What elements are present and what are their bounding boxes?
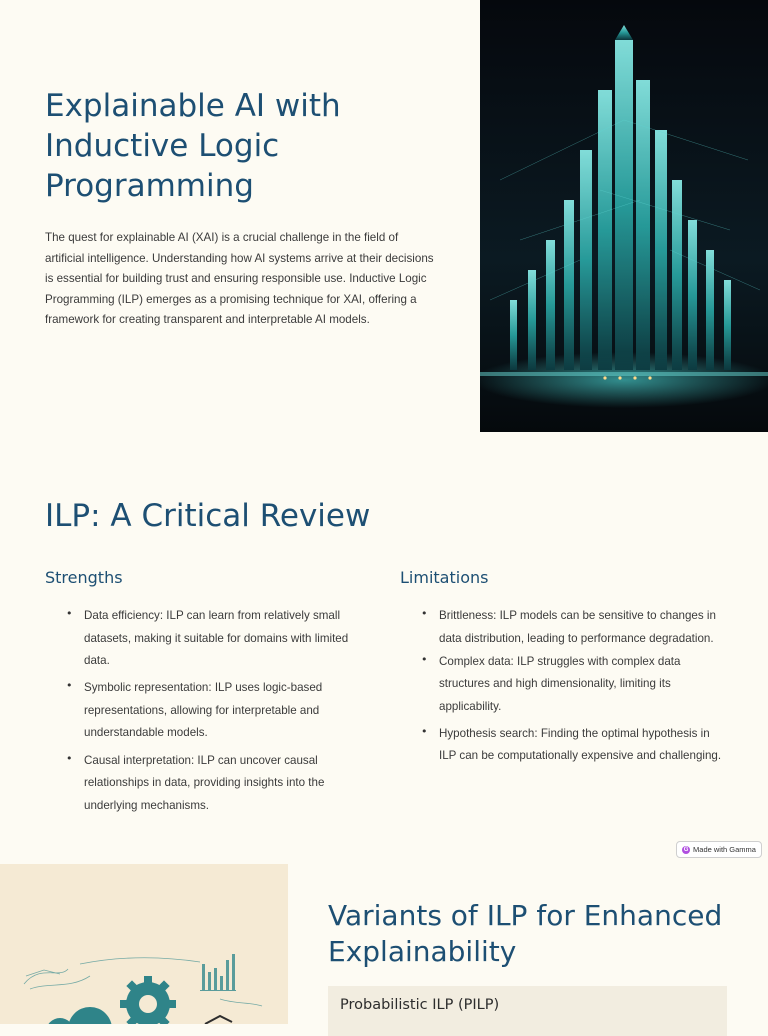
city-skyline-image [480, 0, 768, 432]
section-title: ILP: A Critical Review [45, 498, 371, 534]
slide-variants [0, 864, 768, 1024]
limitations-heading: Limitations [400, 568, 489, 587]
list-item: • Brittleness: ILP models can be sensitive to changes in data distribution, leading to performance degradation. [400, 604, 722, 645]
section-title: Variants of ILP for Enhanced Explainability [328, 899, 723, 968]
limitations-list [400, 604, 722, 771]
slide-critical-review [0, 432, 768, 864]
bullet-icon: • [421, 724, 428, 738]
list-item: • Causal interpretation: ILP can uncover causal relationships in data, providing insights into the underlying mechanisms. [45, 749, 367, 817]
strengths-list [45, 604, 367, 821]
intro-paragraph: The quest for explainable AI (XAI) is a crucial challenge in the field of artificial intelligence. Understanding how AI systems arrive at their decisions is essential for building trust and ensuring responsible use. Inductive Logic Programming (ILP) emerges as a promising technique for XAI, offering a framework for creating transparent and interpretable AI models. [45, 231, 434, 327]
badge-label: Made with Gamma [693, 845, 756, 854]
list-item: • Symbolic representation: ILP uses logic-based representations, allowing for interpretable and understandable models. [45, 676, 367, 744]
strengths-heading: Strengths [45, 568, 123, 587]
bullet-icon: • [421, 652, 428, 666]
bullet-icon: • [66, 751, 73, 765]
gamma-logo-icon: G [683, 846, 689, 853]
gears-illustration-image [0, 864, 288, 1024]
bullet-icon: • [421, 607, 428, 620]
bullet-icon: • [66, 679, 73, 693]
variant-card-pilp: Probabilistic ILP (PILP) [328, 986, 727, 1036]
list-item: • Hypothesis search: Finding the optimal hypothesis in ILP can be computationally expensive and challenging. [400, 722, 722, 767]
bullet-icon: • [66, 607, 73, 620]
made-with-gamma-badge[interactable] [676, 841, 762, 858]
slide-intro [0, 0, 768, 432]
page-title: Explainable AI with Inductive Logic Programming [45, 88, 341, 204]
list-item: • Complex data: ILP struggles with complex data structures and high dimensionality, limiting its applicability. [400, 650, 722, 718]
list-item: • Data efficiency: ILP can learn from relatively small datasets, making it suitable for domains with limited data. [45, 604, 367, 672]
